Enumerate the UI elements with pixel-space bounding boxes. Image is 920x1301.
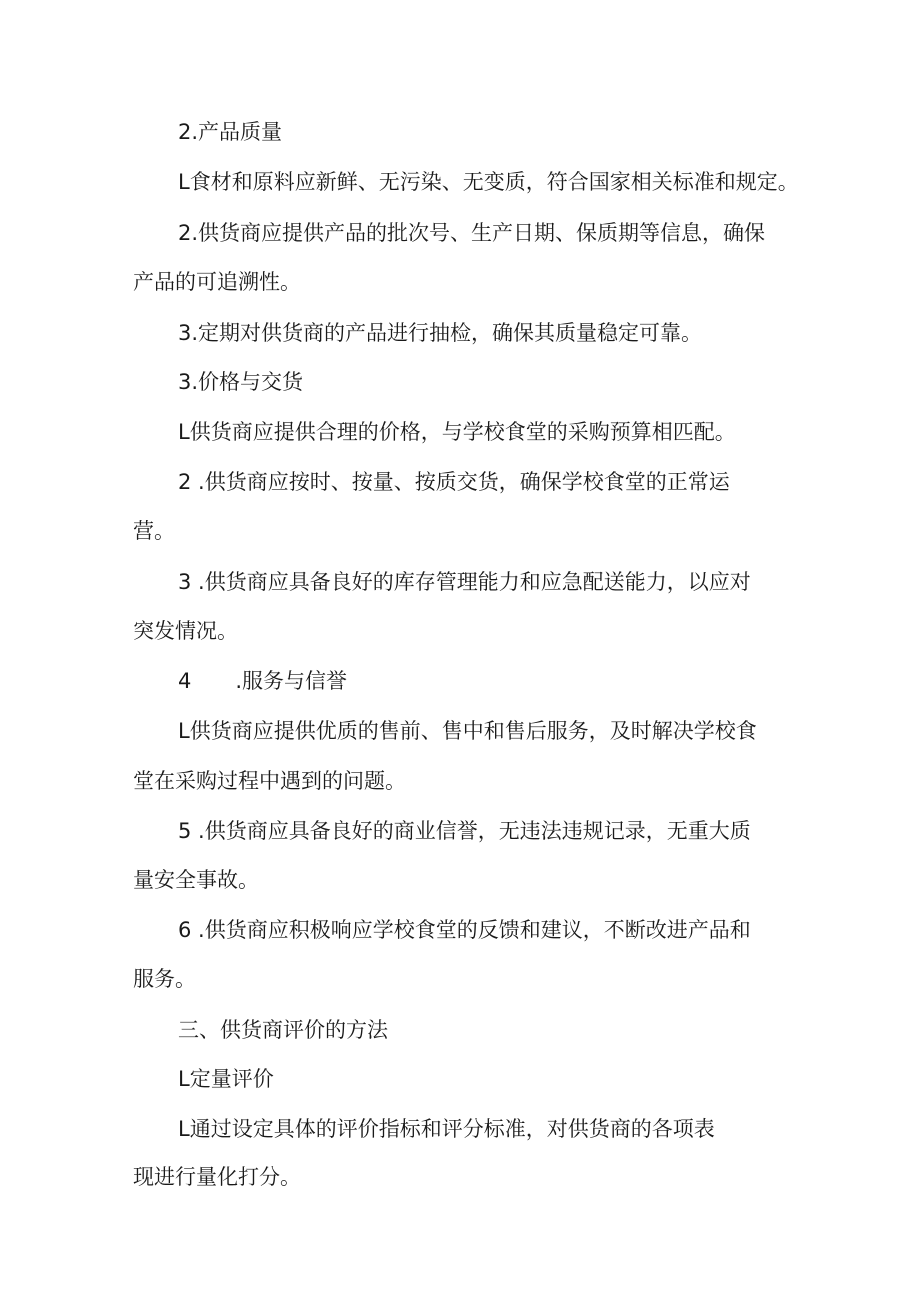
paragraph-line: 3 .供货商应具备良好的库存管理能力和应急配送能力，以应对	[178, 570, 751, 594]
paragraph-line: 2 .供货商应按时、按量、按质交货，确保学校食堂的正常运	[178, 470, 730, 494]
paragraph-line: L通过设定具体的评价指标和评分标准，对供货商的各项表	[178, 1117, 715, 1141]
paragraph-line: 堂在采购过程中遇到的问题。	[133, 769, 406, 793]
subsection-heading-quantitative: L定量评价	[178, 1067, 274, 1091]
paragraph-line: 服务。	[133, 967, 196, 991]
section-number: 4	[178, 669, 192, 693]
paragraph-line: 产品的可追溯性。	[133, 270, 301, 294]
paragraph-line: 突发情况。	[133, 619, 238, 643]
section-heading-price-delivery: 3.价格与交货	[178, 370, 304, 394]
section-heading-product-quality: 2.产品质量	[178, 120, 283, 144]
paragraph-line: L供货商应提供合理的价格，与学校食堂的采购预算相匹配。	[178, 420, 736, 444]
paragraph-line: 营。	[133, 519, 175, 543]
paragraph-line: 2.供货商应提供产品的批次号、生产日期、保质期等信息，确保	[178, 221, 766, 245]
paragraph-line: L供货商应提供优质的售前、售中和售后服务，及时解决学校食	[178, 719, 757, 743]
paragraph-line: 6 .供货商应积极响应学校食堂的反馈和建议，不断改进产品和	[178, 918, 751, 942]
section-heading-evaluation-methods: 三、供货商评价的方法	[178, 1018, 388, 1042]
section-heading-service-reputation	[178, 668, 347, 694]
paragraph-line: 3.定期对供货商的产品进行抽检，确保其质量稳定可靠。	[178, 321, 703, 345]
section-title: .服务与信誉	[235, 669, 348, 693]
paragraph-line: 量安全事故。	[133, 868, 259, 892]
paragraph-line: 5 .供货商应具备良好的商业信誉，无违法违规记录，无重大质	[178, 819, 751, 843]
paragraph-line: 现进行量化打分。	[133, 1165, 301, 1189]
paragraph-line: L食材和原料应新鲜、无污染、无变质，符合国家相关标准和规定。	[178, 170, 799, 194]
